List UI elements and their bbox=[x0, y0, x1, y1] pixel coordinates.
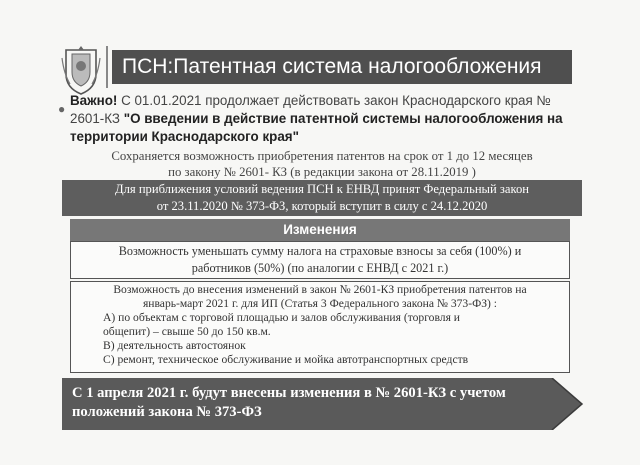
federal-law-line-2: от 23.11.2020 № 373-ФЗ, который вступит в силу с 24.12.2020 bbox=[156, 199, 488, 213]
changes-heading: Изменения bbox=[70, 219, 570, 241]
change-box-deduction bbox=[70, 241, 570, 279]
bullet-icon: ● bbox=[58, 102, 66, 116]
intro-paragraph bbox=[70, 92, 580, 146]
deduction-line-2: работников (50%) (по аналогии с ЕНВД с 2021 г.) bbox=[191, 261, 449, 275]
patent-period-line-2: по закону № 2601- КЗ (в редакции закона от 28.11.2019 ) bbox=[168, 165, 476, 179]
law-title: "О введении в действие патентной системы налогообложения на территории Краснодарского края" bbox=[70, 111, 563, 144]
coat-of-arms-icon bbox=[60, 44, 102, 96]
april-changes-line-1: С 1 апреля 2021 г. будут внесены изменения в № 2601-КЗ с учетом bbox=[72, 385, 506, 401]
april-changes-text bbox=[72, 384, 552, 422]
patents-lead-2: январь-март 2021 г. для ИП (Статья 3 Федерального закона № 373-ФЗ) : bbox=[142, 297, 498, 310]
intro-text: С 01.01.2021 продолжает действовать закон Краснодарского края № 2601-КЗ bbox=[70, 93, 551, 126]
patent-period-line-1: Сохраняется возможность приобретения патентов на срок от 1 до 12 месяцев bbox=[111, 149, 533, 163]
patents-item-a-2: общепит) – свыше 50 до 150 кв.м. bbox=[103, 325, 271, 338]
page-title: ПСН:Патентная система налогообложения bbox=[112, 50, 572, 84]
federal-law-banner bbox=[62, 180, 582, 216]
patents-lead-1: Возможность до внесения изменений в закон № 2601-КЗ приобретения патентов на bbox=[113, 283, 527, 296]
patents-item-a-1: А) по объектам с торговой площадью и залов обслуживания (торговля и bbox=[103, 311, 461, 324]
deduction-line-1: Возможность уменьшать сумму налога на страховые взносы за себя (100%) и bbox=[118, 244, 522, 258]
federal-law-line-1: Для приближения условий ведения ПСН к ЕНВД принят Федеральный закон bbox=[115, 182, 529, 196]
patents-item-b: В) деятельность автостоянок bbox=[103, 339, 246, 352]
change-box-patents bbox=[70, 281, 570, 373]
important-label: Важно! bbox=[70, 93, 118, 108]
title-bar-accent bbox=[106, 46, 108, 88]
patents-item-c: С) ремонт, техническое обслуживание и мойка автотранспортных средств bbox=[103, 353, 469, 366]
patent-period-note bbox=[72, 148, 572, 180]
april-changes-line-2: положений закона № 373-ФЗ bbox=[72, 404, 262, 420]
